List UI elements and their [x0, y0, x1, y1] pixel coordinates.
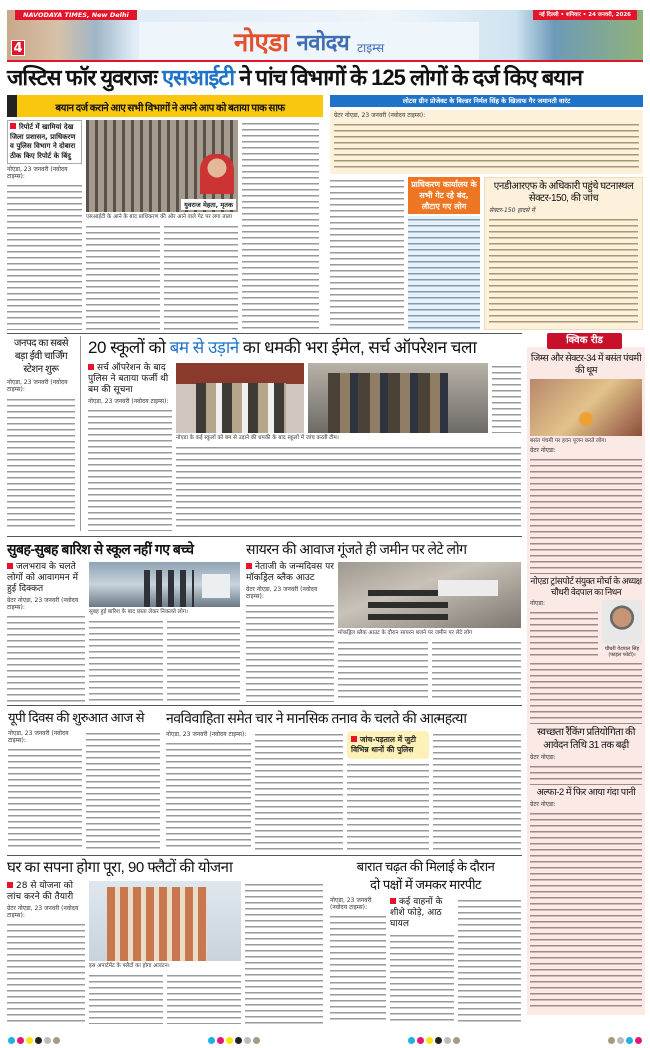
rain-photo-caption: सुबह हुई बारिश के बाद छाता लेकर निकलते लोग। [89, 609, 189, 615]
rain-body-3 [167, 618, 241, 702]
quick-read-tab: क्विक रीड [547, 333, 622, 349]
lead-body-col4 [242, 120, 319, 330]
rain-photo [89, 562, 240, 607]
lead-photo: युवराज मेहता, मृतक [86, 120, 238, 212]
ev-story: जनपद का सबसे बड़ा ईवी चार्जिंग स्टेशन शुरू नोएडा, 23 जनवरी (नवोदय टाइम्स): [7, 337, 75, 531]
warrant-box: ग्रेटर नोएडा, 23 जनवरी (नवोदय टाइम्स): [330, 110, 643, 174]
wedding-body [330, 913, 386, 1024]
housing-photo-caption: इस अपार्टमेंट के फ्लैटों का होगा आवंटन। [89, 963, 170, 969]
housing-subhead: 28 से योजना को लांच करने की तैयारी [7, 881, 74, 902]
suicide-callout: जांच-पड़ताल में जुटी विभिन्न थानों की पुलिस [347, 731, 429, 759]
suicide-body [166, 740, 251, 851]
up-day-story: यूपी दिवस की शुरुआत आज से नोएडा, 23 जनवरी (नवोदय टाइम्स): [8, 709, 160, 851]
bomb-photo-1 [176, 363, 304, 433]
siren-photo-caption: मॉकड्रिल ब्लैक आउट के दौरान सायरन बजने पर जमीन पर लेटे लोग [338, 630, 473, 636]
warrant-headline: लोटस ग्रीन प्रोजेक्ट के बिल्डर निर्मल सिंह के खिलाफ गैर जमानती वारंट [330, 95, 643, 107]
bomb-body-2 [176, 444, 521, 531]
rain-story: सुबह-सुबह बारिश से स्कूल नहीं गए बच्चे जलभराव के चलते लोगों को आवागमन में हुई दिक्कत ग्रेटर नोएडा, 23 जनवरी (नवोदय टाइम्स): सुबह हुई बारिश के बाद छाता लेकर निकलते लोग। [7, 540, 240, 702]
logo: नोएडा नवोदय टाइम्स [139, 22, 479, 60]
quick-read-body [530, 763, 642, 785]
rain-body [7, 613, 85, 702]
siren-headline: सायरन की आवाज गूंजते ही जमीन पर लेटे लोग [246, 541, 467, 557]
registration-marks [8, 1029, 644, 1048]
edition-label: NAVODAYA TIMES, New Delhi [15, 10, 137, 20]
ev-body [7, 396, 75, 531]
lead-body-col2 [86, 223, 160, 330]
bomb-photo-caption: नोएडा के कई स्कूलों को बम से उड़ाने की धमकी के बाद स्कूलों में जांच करती टीम। [176, 435, 339, 441]
gates-body [408, 216, 480, 330]
page-number: 4 [11, 40, 25, 56]
housing-photo [89, 881, 241, 961]
housing-body-2 [89, 972, 163, 1024]
housing-story: घर का सपना होगा पूरा, 90 फ्लैटों की योजना 28 से योजना को लांच करने की तैयारी ग्रेटर नोएडा, 23 जनवरी (नवोदय टाइम्स): इस अपार्टमेंट के फ्लैटों का होगा आवंटन। [7, 858, 323, 1024]
suicide-body-2 [255, 731, 343, 851]
housing-body-3 [167, 972, 241, 1024]
quick-read-body [530, 810, 642, 1011]
siren-body [246, 602, 334, 702]
siren-body-3 [432, 639, 522, 702]
rain-subhead: जलभराव के चलते लोगों को आवागमन में हुई दिक्कत [7, 562, 79, 594]
suicide-body-3 [347, 761, 429, 851]
bomb-story: 20 स्कूलों को बम से उड़ाने का धमकी भरा ईमेल, सर्च ऑपरेशन चला सर्च ऑपरेशन के बाद पुलिस ने बताया फर्जी थी बम की सूचना नोएडा, 23 जनवरी (नवोदय टाइम्स): नोएडा के कई स्कूलों को बम से उड़ाने की धमकी के बाद स्कूलों में जांच करती टीम। [88, 336, 521, 531]
lead-body-col3 [164, 223, 238, 330]
housing-headline: घर का सपना होगा पूरा, 90 फ्लैटों की योजना [7, 859, 233, 876]
ev-headline: जनपद का सबसे बड़ा ईवी चार्जिंग स्टेशन शुरू [13, 338, 69, 375]
warrant-body [334, 121, 639, 172]
ndrf-box: एनडीआरएफ के अधिकारी पहुंचे घटनास्थल सेक्टर-150, की जांच सेक्टर-150 हादसे में [484, 177, 643, 330]
quick-read-headline: स्वच्छता रैंकिंग प्रतियोगिता की आवेदन तिथि 31 तक बढ़ी [537, 727, 635, 751]
wedding-body-2 [390, 932, 454, 1024]
wedding-story: बारात चढ़त की मिलाई के दौरान दो पक्षों में जमकर मारपीट नोएडा, 23 जनवरी (नवोदय टाइम्स): कई वाहनों के शीशे फोड़े, आठ घायल [330, 858, 521, 1024]
lead-body-col5 [330, 177, 404, 330]
column-rule [80, 336, 81, 531]
quick-read-panel: जिम्स और सेक्टर-34 में बसंत पंचमी की धूम बसंत पंचमी पर हवन पूजन करते लोग। ग्रेटर नोएडा: नोएडा ट्रांसपोर्ट संयुक्त मोर्चा के अध्यक्ष चौधरी वेदपाल का निधन नोएडा: चौधरी वेदपाल सिंह (फाइल फोटो)। स्वच्छता रैंकिंग प्रतियोगिता की आवेदन तिथि 31 तक बढ़ी ग्रेटर नोएडा: अल्फा-2 में फिर आया गंदा पानी ग्रेटर नोएडा: [527, 347, 645, 1015]
dateline: नई दिल्ली • शनिवार • 24 जनवरी, 2026 [533, 10, 637, 20]
suicide-body-4 [433, 731, 521, 851]
quick-read-headline: नोएडा ट्रांसपोर्ट संयुक्त मोर्चा के अध्यक्ष चौधरी वेदपाल का निधन [530, 576, 642, 597]
rain-body-2 [89, 618, 163, 702]
portrait [200, 154, 234, 194]
siren-photo [338, 562, 521, 628]
wedding-headline: बारात चढ़त की मिलाई के दौरान दो पक्षों में जमकर मारपीट [356, 859, 495, 892]
masthead [7, 10, 643, 60]
divider [7, 536, 522, 537]
header-rule [7, 60, 643, 62]
suicide-headline: नवविवाहिता समेत चार ने मानसिक तनाव के चलते की आत्महत्या [166, 710, 467, 726]
lead-subhead: बयान दर्ज कराने आए सभी विभागों ने अपने आप को बताया पाक साफ [7, 95, 323, 117]
bomb-body-3 [492, 363, 521, 433]
divider [7, 855, 522, 856]
bomb-body [88, 407, 172, 531]
housing-body [7, 921, 85, 1024]
bomb-photo-2 [308, 363, 488, 433]
quick-read-body [530, 609, 598, 658]
lead-headline: जस्टिस फॉर युवराजः एसआईटी ने पांच विभागों के 125 लोगों के दर्ज किए बयान [7, 65, 582, 90]
lead-photo-caption: एसआईटी के आने के बाद प्राधिकरण की ओर आने वाले गेट पर लगा ताला [86, 214, 233, 220]
gates-headline: प्राधिकरण कार्यालय के सभी गेट रहे बंद, लौटाए गए लोग [408, 177, 480, 214]
up-day-body-2 [86, 730, 160, 851]
siren-subhead: नेताजी के जन्मदिवस पर मॉकड्रिल ब्लैक आउट [246, 562, 334, 583]
lead-callout: रिपोर्ट में खामियां देख जिला प्रशासन, प्राधिकरण व पुलिस विभाग ने दोबारा ठीक किए रिपोर्ट के बिंदु [7, 120, 82, 164]
wedding-callout: कई वाहनों के शीशे फोड़े, आठ घायल [390, 897, 443, 929]
divider [7, 333, 522, 334]
quick-read-body [530, 660, 642, 724]
quick-read-headline: जिम्स और सेक्टर-34 में बसंत पंचमी की धूम [530, 353, 642, 376]
up-day-headline: यूपी दिवस की शुरुआत आज से [8, 710, 145, 725]
bomb-subhead: सर्च ऑपरेशन के बाद पुलिस ने बताया फर्जी थी बम की सूचना [88, 363, 169, 395]
divider [7, 705, 522, 706]
lead-story: जस्टिस फॉर युवराजः एसआईटी ने पांच विभागों के 125 लोगों के दर्ज किए बयान बयान दर्ज कराने आए सभी विभागों ने अपने आप को बताया पाक साफ रिपोर्ट में खामियां देख जिला प्रशासन, प्राधिकरण व पुलिस विभाग ने दोबारा ठीक किए रिपोर्ट के बिंदु नोएडा, 23 जनवरी (नवोदय टाइम्स): युवराज मेहता, मृतक एसआईटी के आने के बाद प्राधिकरण की ओर आने वाले गेट पर लगा ताला लोटस ग्रीन प्रोजेक्ट के बिल्डर निर्मल सिंह के खिलाफ गैर जमानती वारंट ग्रेटर नोएडा, 23 जनवरी (नवोदय टाइम्स): प्राधिकरण कार्यालय के सभी गेट रहे बंद, लौटाए गए लोग एनडीआरएफ के अधिकारी पहुंचे घटनास्थल सेक्टर-150, की जांच सेक्टर-150 हादसे में [7, 64, 643, 330]
vedpal-photo [602, 600, 642, 644]
basant-photo [530, 379, 642, 436]
siren-body-2 [338, 639, 428, 702]
suicide-story: नवविवाहिता समेत चार ने मानसिक तनाव के चलते की आत्महत्या नोएडा, 23 जनवरी (नवोदय टाइम्स): जांच-पड़ताल में जुटी विभिन्न थानों की पुलिस [166, 709, 521, 851]
quick-read-body [530, 456, 642, 574]
lead-body [7, 182, 82, 330]
up-day-body [8, 746, 82, 851]
wedding-body-3 [458, 897, 521, 1024]
siren-story: सायरन की आवाज गूंजते ही जमीन पर लेटे लोग नेताजी के जन्मदिवस पर मॉकड्रिल ब्लैक आउट ग्रेटर नोएडा, 23 जनवरी (नवोदय टाइम्स): मॉकड्रिल ब्लैक आउट के दौरान सायरन बजने पर जमीन पर लेटे लोग [246, 540, 521, 702]
ndrf-body [489, 216, 638, 326]
housing-body-4 [245, 881, 323, 1024]
rain-headline: सुबह-सुबह बारिश से स्कूल नहीं गए बच्चे [7, 541, 194, 557]
quick-read-headline: अल्फा-2 में फिर आया गंदा पानी [536, 787, 636, 798]
bomb-headline: 20 स्कूलों को बम से उड़ाने का धमकी भरा ईमेल, सर्च ऑपरेशन चला [88, 338, 477, 357]
